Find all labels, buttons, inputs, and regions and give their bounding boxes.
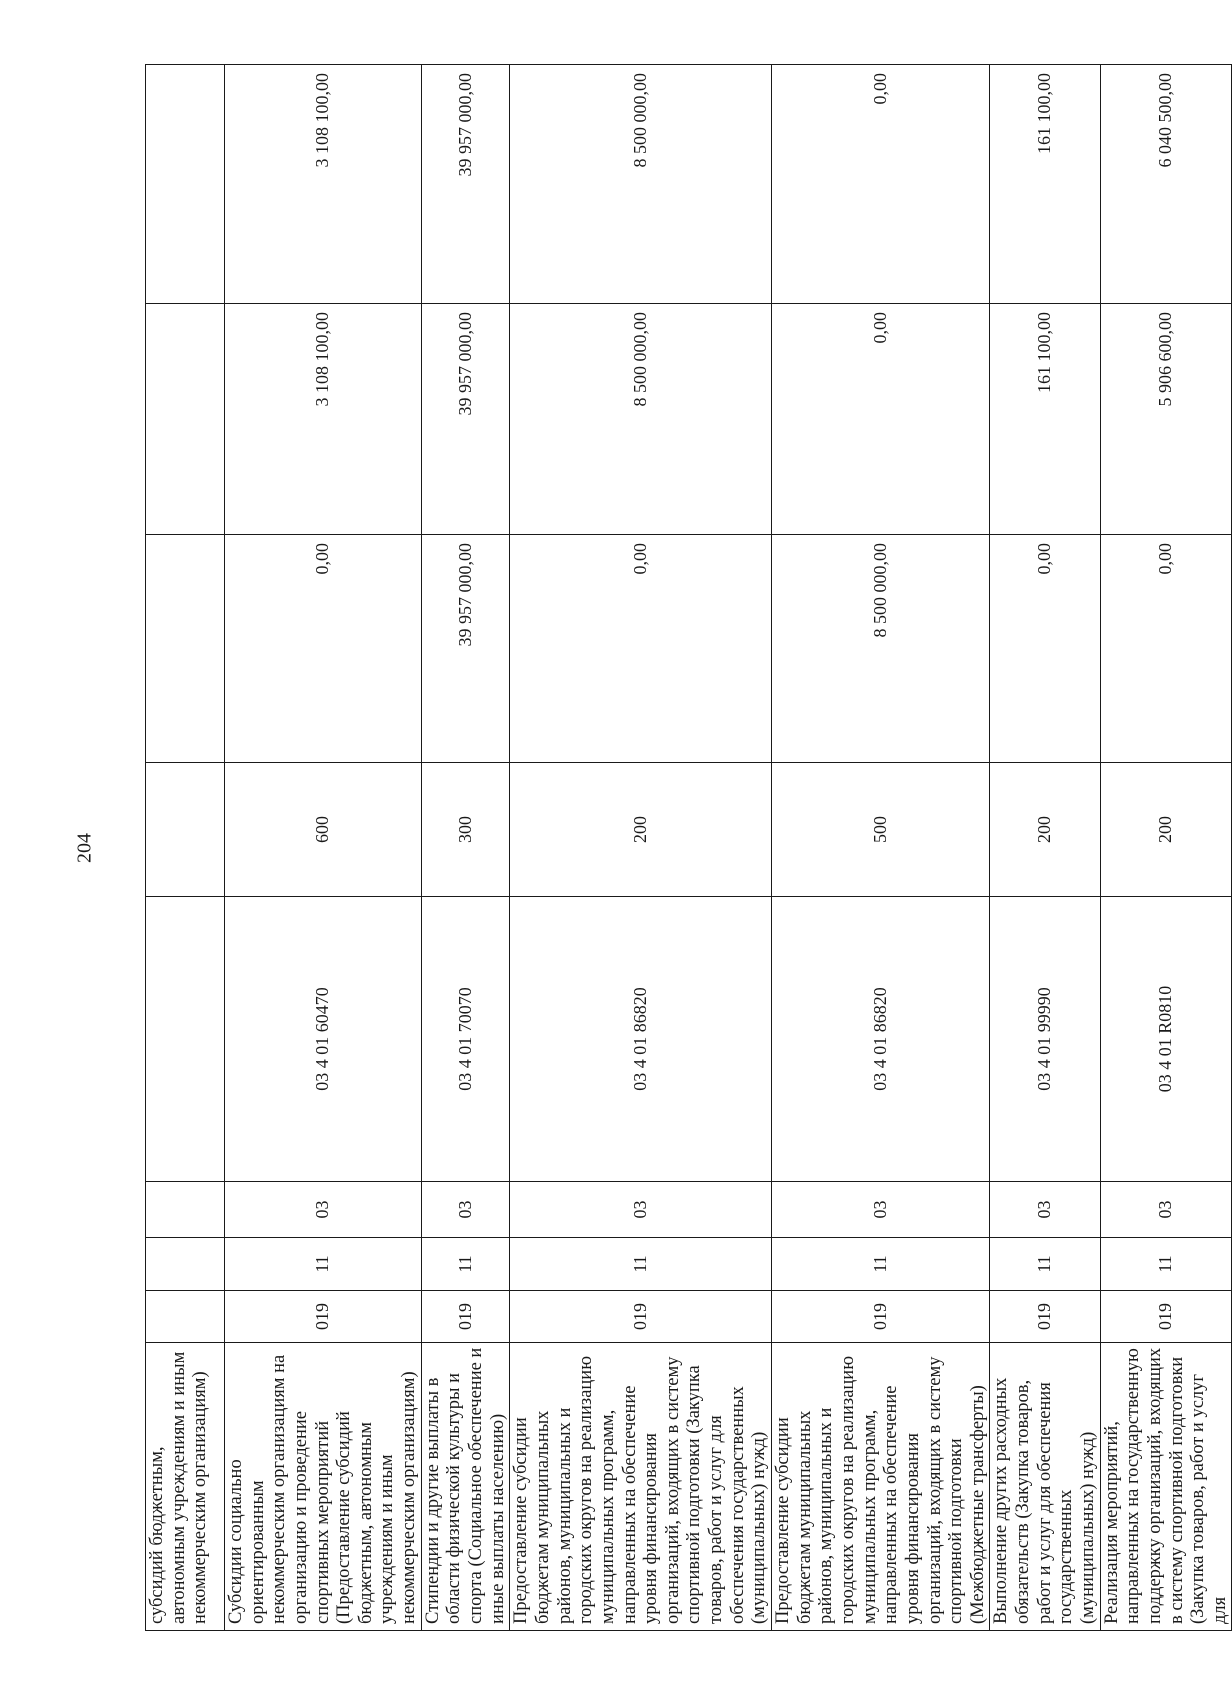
amount-2: 39 957 000,00 — [421, 304, 510, 535]
row-description: Предоставление субсидии бюджетам муниципальных районов, муниципальных и городских округов на реализацию муниципальных программ, направленных на обеспечение уровня финансирования организаций, входящих в систему спортивной подготовки (Межбюджетные трансферты) — [772, 1343, 990, 1631]
table-row — [990, 65, 1100, 1631]
amount-2: 0,00 — [772, 304, 990, 535]
subsection-code: 03 — [225, 1182, 422, 1238]
ministry-code: 019 — [225, 1291, 422, 1343]
ministry-code: 019 — [510, 1291, 772, 1343]
expense-type-code: 600 — [225, 763, 422, 897]
amount-2: 161 100,00 — [990, 304, 1100, 535]
row-description: Реализация мероприятий, направленных на государственную поддержку организаций, входящих в систему спортивной подготовки (Закупка товаров, работ и услуг для — [1100, 1343, 1232, 1631]
amount-3: 6 040 500,00 — [1100, 65, 1232, 304]
ministry-code: 019 — [421, 1291, 510, 1343]
row-description: Субсидии социально ориентированным некоммерческим организациям на организацию и проведение спортивных мероприятий (Предоставление субсидий бюджетным, автономным учреждениям и иным некоммерческим организациям) — [225, 1343, 422, 1631]
table-row — [225, 65, 422, 1631]
table-row — [1100, 65, 1232, 1631]
expense-type-code — [146, 763, 225, 897]
target-article-code: 03 4 01 86820 — [772, 897, 990, 1182]
table-row — [510, 65, 772, 1631]
target-article-code: 03 4 01 60470 — [225, 897, 422, 1182]
expense-type-code: 200 — [990, 763, 1100, 897]
amount-3 — [146, 65, 225, 304]
amount-3: 161 100,00 — [990, 65, 1100, 304]
ministry-code — [146, 1291, 225, 1343]
amount-1 — [146, 535, 225, 763]
table-row — [421, 65, 510, 1631]
section-code: 11 — [225, 1238, 422, 1291]
section-code: 11 — [421, 1238, 510, 1291]
table-row — [146, 65, 225, 1631]
amount-2: 3 108 100,00 — [225, 304, 422, 535]
subsection-code: 03 — [990, 1182, 1100, 1238]
amount-2 — [146, 304, 225, 535]
target-article-code: 03 4 01 70070 — [421, 897, 510, 1182]
amount-3: 0,00 — [772, 65, 990, 304]
amount-1: 8 500 000,00 — [772, 535, 990, 763]
expense-type-code: 300 — [421, 763, 510, 897]
amount-3: 39 957 000,00 — [421, 65, 510, 304]
target-article-code: 03 4 01 86820 — [510, 897, 772, 1182]
section-code: 11 — [1100, 1238, 1232, 1291]
row-description: Предоставление субсидии бюджетам муниципальных районов, муниципальных и городских округов на реализацию муниципальных программ, направленных на обеспечение уровня финансирования организаций, входящих в систему спортивной подготовки (Закупка товаров, работ и услуг для обеспечения государственных (муниципальных) нужд) — [510, 1343, 772, 1631]
amount-1: 39 957 000,00 — [421, 535, 510, 763]
budget-table — [145, 64, 1232, 1631]
subsection-code — [146, 1182, 225, 1238]
ministry-code: 019 — [1100, 1291, 1232, 1343]
row-description: Выполнение других расходных обязательств (Закупка товаров, работ и услуг для обеспечения государственных (муниципальных) нужд) — [990, 1343, 1100, 1631]
amount-1: 0,00 — [1100, 535, 1232, 763]
amount-1: 0,00 — [510, 535, 772, 763]
section-code: 11 — [772, 1238, 990, 1291]
section-code: 11 — [510, 1238, 772, 1291]
section-code: 11 — [990, 1238, 1100, 1291]
budget-table-rotated — [145, 65, 1230, 1631]
amount-1: 0,00 — [990, 535, 1100, 763]
page-number: 204 — [73, 833, 96, 863]
target-article-code: 03 4 01 R0810 — [1100, 897, 1232, 1182]
subsection-code: 03 — [772, 1182, 990, 1238]
expense-type-code: 500 — [772, 763, 990, 897]
row-description: Стипендии и другие выплаты в области физической культуры и спорта (Социальное обеспечение и иные выплаты населению) — [421, 1343, 510, 1631]
amount-3: 8 500 000,00 — [510, 65, 772, 304]
subsection-code: 03 — [510, 1182, 772, 1238]
expense-type-code: 200 — [510, 763, 772, 897]
section-code — [146, 1238, 225, 1291]
row-description: субсидий бюджетным, автономным учреждениям и иным некоммерческим организациям) — [146, 1343, 225, 1631]
table-row — [772, 65, 990, 1631]
amount-1: 0,00 — [225, 535, 422, 763]
expense-type-code: 200 — [1100, 763, 1232, 897]
target-article-code: 03 4 01 99990 — [990, 897, 1100, 1182]
subsection-code: 03 — [421, 1182, 510, 1238]
amount-3: 3 108 100,00 — [225, 65, 422, 304]
target-article-code — [146, 897, 225, 1182]
amount-2: 5 906 600,00 — [1100, 304, 1232, 535]
subsection-code: 03 — [1100, 1182, 1232, 1238]
amount-2: 8 500 000,00 — [510, 304, 772, 535]
ministry-code: 019 — [772, 1291, 990, 1343]
ministry-code: 019 — [990, 1291, 1100, 1343]
